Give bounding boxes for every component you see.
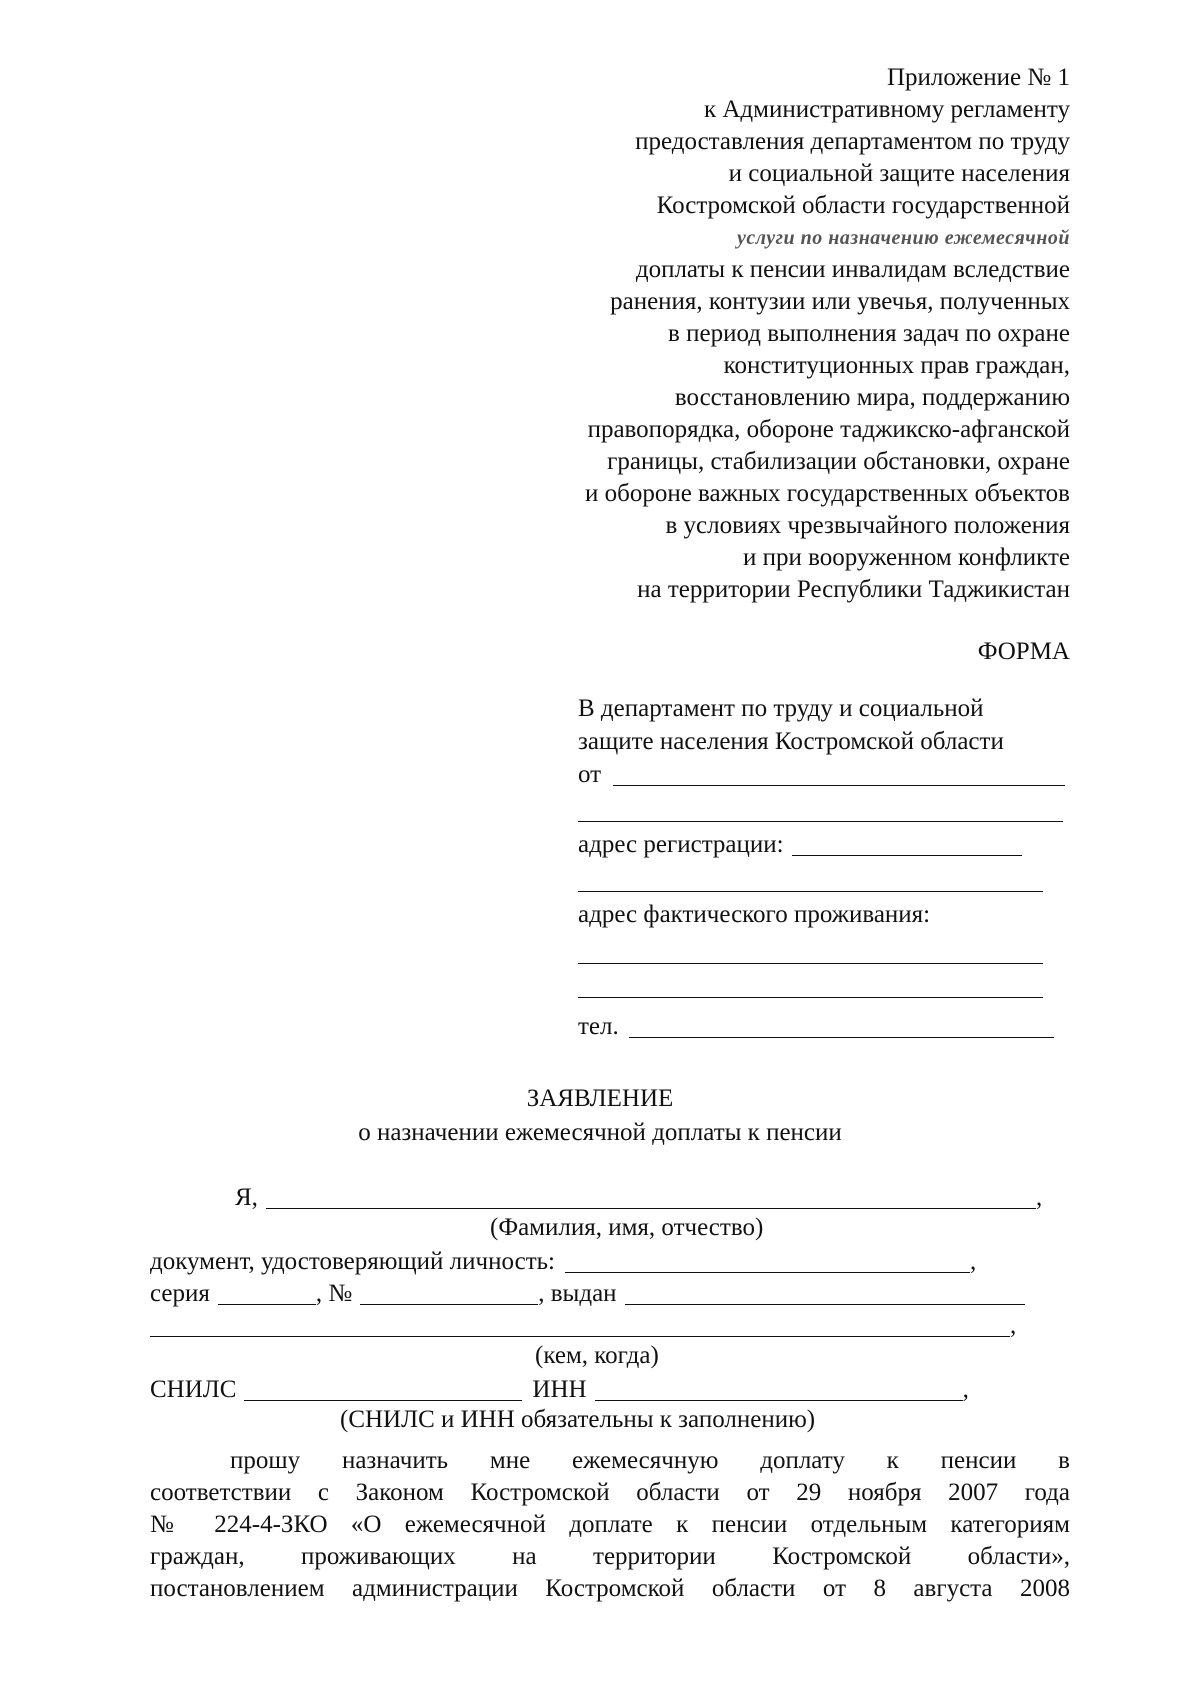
annex-line: на территории Республики Таджикистан: [637, 576, 1070, 603]
annex-line: к Административному регламенту: [703, 96, 1070, 123]
comma: ,: [962, 1376, 969, 1403]
annex-line: границы, стабилизации обстановки, охране: [607, 448, 1070, 475]
actual-address-field-2[interactable]: [578, 996, 1043, 998]
fio-caption: (Фамилия, имя, отчество): [490, 1214, 764, 1241]
statement-heading: ЗАЯВЛЕНИЕ: [526, 1085, 674, 1112]
reg-address-row: [578, 827, 1073, 861]
actual-address-row-2: [578, 931, 1073, 969]
paragraph-line: соответствии с Законом Костромской области от 29 ноября 2007 года: [150, 1479, 1070, 1506]
phone-row: [578, 1003, 1073, 1043]
annex-line: в условиях чрезвычайного положения: [665, 512, 1070, 539]
reg-address-field-2[interactable]: [578, 890, 1043, 892]
reg-address-row-2: [578, 861, 1073, 897]
inn-label: ИНН: [532, 1376, 587, 1403]
actual-address-row-3: [578, 969, 1073, 1003]
annex-line: в период выполнения задач по охране: [668, 320, 1070, 347]
i-label: Я,: [235, 1184, 258, 1211]
issued-field[interactable]: [625, 1303, 1025, 1305]
phone-field[interactable]: [629, 1036, 1054, 1038]
series-row: [150, 1278, 1070, 1310]
from-row: [578, 758, 1073, 791]
snils-field[interactable]: [244, 1399, 522, 1401]
annex-header: [430, 62, 1070, 606]
annex-line: конституционных прав граждан,: [723, 352, 1070, 379]
paragraph-line: прошу назначить мне ежемесячную доплату к пенсии в: [230, 1447, 1070, 1474]
inn-field[interactable]: [595, 1399, 963, 1401]
form-label: ФОРМА: [977, 638, 1070, 665]
request-paragraph: [150, 1445, 1070, 1605]
id-doc-field[interactable]: [565, 1271, 970, 1273]
number-field[interactable]: [360, 1303, 538, 1305]
phone-label: тел.: [578, 1013, 619, 1040]
issued-caption: (кем, когда): [535, 1342, 659, 1369]
form-body-3: [150, 1374, 1070, 1406]
statement-title: [0, 1082, 1200, 1150]
reg-address-field[interactable]: [792, 854, 1022, 856]
actual-address-row: [578, 897, 1073, 931]
annex-line: восстановлению мира, поддержанию: [674, 384, 1070, 411]
id-doc-label: документ, удостоверяющий личность:: [150, 1248, 555, 1275]
from-field[interactable]: [613, 784, 1065, 786]
paragraph-line: постановлением администрации Костромской области от 8 августа 2008: [150, 1575, 1070, 1602]
snils-label: СНИЛС: [150, 1376, 237, 1403]
snils-inn-row: [150, 1374, 1070, 1406]
addressee-line: В департамент по труду и социальной: [578, 695, 984, 722]
actual-address-field[interactable]: [578, 962, 1043, 964]
from-label: от: [578, 761, 602, 788]
statement-subheading: о назначении ежемесячной доплаты к пенсии: [358, 1119, 842, 1146]
comma: ,: [1010, 1312, 1017, 1339]
paragraph-line: № 224-4-ЗКО «О ежемесячной доплате к пенсии отдельным категориям: [150, 1511, 1070, 1538]
paragraph-line: граждан, проживающих на территории Костромской области»,: [150, 1543, 1070, 1570]
annex-line: предоставления департаментом по труду: [635, 128, 1070, 155]
reg-address-label: адрес регистрации:: [578, 831, 784, 858]
from-row-2: [578, 791, 1073, 827]
series-label: серия: [150, 1280, 210, 1307]
mandatory-caption: (СНИЛС и ИНН обязательны к заполнению): [340, 1406, 816, 1433]
form-body-2: [150, 1246, 1070, 1342]
annex-line: Костромской области государственной: [656, 192, 1070, 219]
issued-row-2: [150, 1310, 1070, 1342]
fio-field[interactable]: [266, 1207, 1036, 1209]
annex-line: ранения, контузии или увечья, полученных: [610, 288, 1070, 315]
addressee-line: защите населения Костромской области: [578, 728, 1004, 755]
actual-address-label: адрес фактического проживания:: [578, 901, 931, 928]
annex-line-smudged: услуги по назначению ежемесячной: [737, 227, 1070, 249]
id-doc-row: [150, 1246, 1070, 1278]
issued-field-2[interactable]: [150, 1335, 1010, 1337]
annex-line: и социальной защите населения: [728, 160, 1070, 187]
annex-line: Приложение № 1: [886, 64, 1070, 91]
number-label: , №: [315, 1280, 353, 1307]
comma: ,: [1035, 1184, 1043, 1211]
series-field[interactable]: [218, 1303, 316, 1305]
form-body: [150, 1182, 1070, 1214]
comma: ,: [969, 1248, 977, 1275]
from-field-2[interactable]: [578, 820, 1063, 822]
issued-label: , выдан: [538, 1280, 617, 1307]
addressee-block: [578, 692, 1073, 1043]
annex-line: доплаты к пенсии инвалидам вследствие: [635, 256, 1070, 283]
annex-line: и обороне важных государственных объектов: [584, 480, 1070, 507]
fio-row: [150, 1182, 1070, 1214]
annex-line: и при вооруженном конфликте: [742, 544, 1070, 571]
annex-line: правопорядка, обороне таджикско-афганской: [587, 416, 1070, 443]
